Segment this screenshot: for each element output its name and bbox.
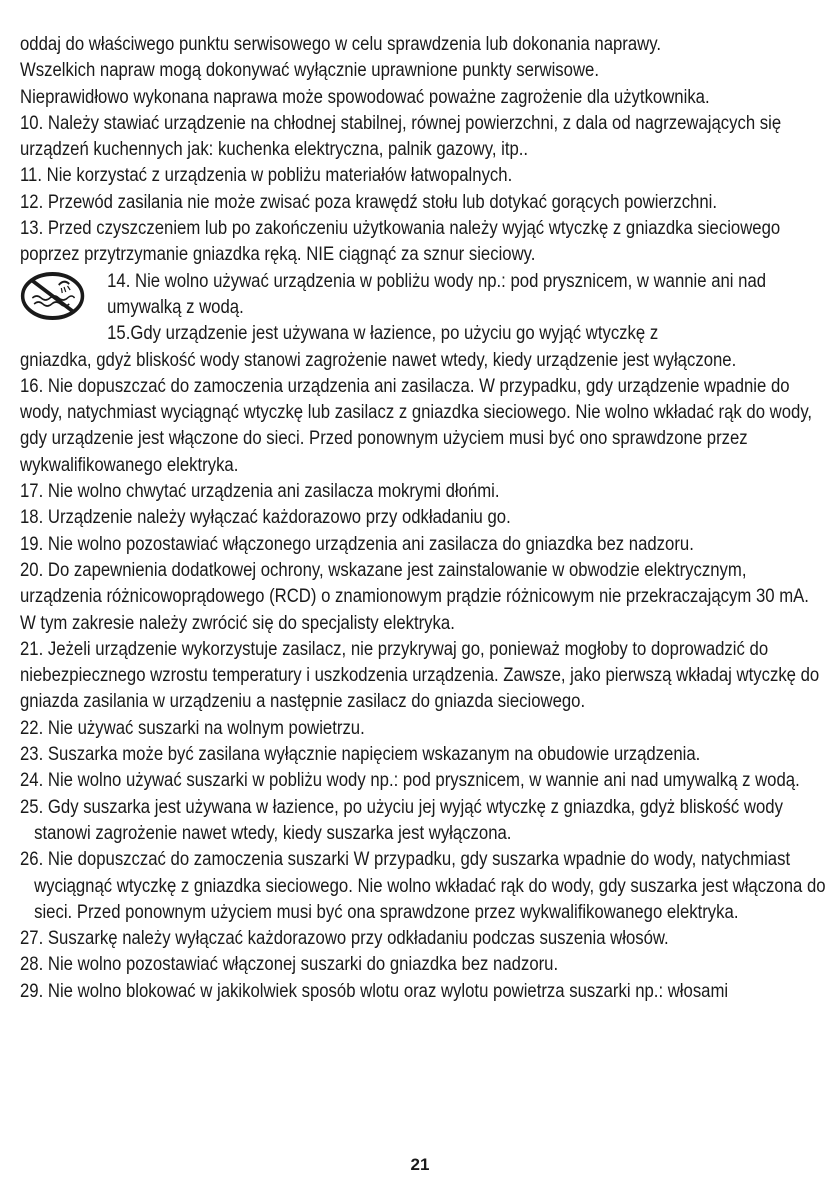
safety-item-29: 29. Nie wolno blokować w jakikolwiek sposób wlotu oraz wylotu powietrza suszarki np.: włosami bbox=[20, 980, 729, 1002]
manual-page-text bbox=[20, 32, 826, 1005]
safety-item-18: 18. Urządzenie należy wyłączać każdorazowo przy odkładaniu go. bbox=[20, 507, 511, 529]
safety-item-19: 19. Nie wolno pozostawiać włączonego urządzenia ani zasilacza do gniazdka bez nadzoru. bbox=[20, 533, 694, 555]
safety-item-16: 16. Nie dopuszczać do zamoczenia urządzenia ani zasilacza. W przypadku, gdy urządzenie wpadnie do wody, natychmiast wyciągnąć wtyczkę lub zasilacz z gniazdka sieciowego. Nie wolno wkładać rąk do wody, gdy urządzenie jest włączone do sieci. Przed ponownym użyciem musi być ono sprawdzone przez wykwalifikowanego elektryka. bbox=[20, 375, 813, 476]
safety-item-20: 20. Do zapewnienia dodatkowej ochrony, wskazane jest zainstalowanie w obwodzie elektrycznym, urządzenia różnicowoprądowego (RCD) o znamionowym prądzie różnicowym nie przekraczającym 30 mA. W tym zakresie należy zwrócić się do specjalisty elektryka. bbox=[20, 559, 809, 634]
safety-item-25: 25. Gdy suszarka jest używana w łazience, po użyciu jej wyjąć wtyczkę z gniazdka, gdyż bliskość wody stanowi zagrożenie nawet wtedy, kiedy suszarka jest wyłączona. bbox=[20, 796, 783, 844]
safety-item-21: 21. Jeżeli urządzenie wykorzystuje zasilacz, nie przykrywaj go, ponieważ mogłoby to doprowadzić do niebezpiecznego wzrostu temperatury i uszkodzenia urządzenia. Zawsze, jako pierwszą wkładaj wtyczkę do gniazda zasilania w urządzeniu a następnie zasilacz do gniazda sieciowego. bbox=[20, 638, 820, 713]
safety-item-12: 12. Przewód zasilania nie może zwisać poza krawędź stołu lub dotykać gorących powierzchni. bbox=[20, 191, 718, 213]
no-water-bath-icon bbox=[20, 271, 85, 321]
safety-item-15-start: 15.Gdy urządzenie jest używana w łazience, po użyciu go wyjąć wtyczkę z bbox=[107, 323, 659, 345]
safety-item-10: 10. Należy stawiać urządzenie na chłodnej stabilnej, równej powierzchni, z dala od nagrzewających się urządzeń kuchennych jak: kuchenka elektryczna, palnik gazowy, itp.. bbox=[20, 112, 782, 161]
safety-item-24: 24. Nie wolno używać suszarki w pobliżu wody np.: pod prysznicem, w wannie ani nad umywalką z wodą. bbox=[20, 770, 800, 792]
safety-item-27: 27. Suszarkę należy wyłączać każdorazowo przy odkładaniu podczas suszenia włosów. bbox=[20, 928, 669, 950]
safety-item-14: 14. Nie wolno używać urządzenia w pobliżu wody np.: pod prysznicem, w wannie ani nad umywalką z wodą. bbox=[107, 270, 767, 318]
safety-item-23: 23. Suszarka może być zasilana wyłącznie napięciem wskazanym na obudowie urządzenia. bbox=[20, 744, 701, 766]
intro-line-2: Wszelkich napraw mogą dokonywać wyłącznie uprawnione punkty serwisowe. bbox=[20, 60, 599, 82]
water-warning-block bbox=[20, 269, 826, 348]
safety-item-22: 22. Nie używać suszarki na wolnym powietrzu. bbox=[20, 717, 365, 739]
safety-item-11: 11. Nie korzystać z urządzenia w pobliżu materiałów łatwopalnych. bbox=[20, 165, 513, 187]
intro-line-1: oddaj do właściwego punktu serwisowego w celu sprawdzenia lub dokonania naprawy. bbox=[20, 34, 662, 55]
safety-item-17: 17. Nie wolno chwytać urządzenia ani zasilacza mokrymi dłońmi. bbox=[20, 481, 500, 503]
safety-item-13: 13. Przed czyszczeniem lub po zakończeniu użytkowania należy wyjąć wtyczkę z gniazdka sieciowego poprzez przytrzymanie gniazdka ręką. NIE ciągnąć za sznur sieciowy. bbox=[20, 218, 781, 266]
safety-item-28: 28. Nie wolno pozostawiać włączonej suszarki do gniazdka bez nadzoru. bbox=[20, 954, 559, 976]
intro-line-3: Nieprawidłowo wykonana naprawa może spowodować poważne zagrożenie dla użytkownika. bbox=[20, 86, 710, 108]
safety-item-15-continued: gniazdka, gdyż bliskość wody stanowi zagrożenie nawet wtedy, kiedy urządzenie jest wyłączone. bbox=[20, 349, 737, 371]
safety-item-26: 26. Nie dopuszczać do zamoczenia suszarki W przypadku, gdy suszarka wpadnie do wody, natychmiast wyciągnąć wtyczkę z gniazdka sieciowego. Nie wolno wkładać rąk do wody, gdy suszarka jest włączona do sieci. Przed ponownym użyciem musi być ona sprawdzone przez wykwalifikowanego elektryka. bbox=[20, 849, 826, 923]
page-number: 21 bbox=[410, 1155, 430, 1174]
